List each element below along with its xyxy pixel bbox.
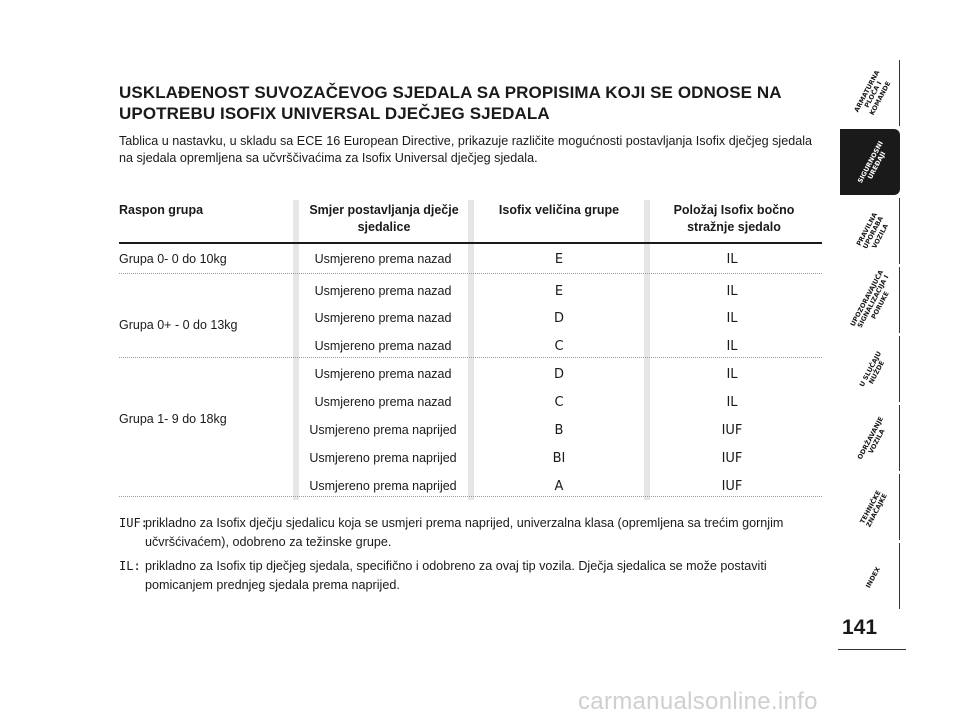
- chapter-tab[interactable]: [840, 60, 900, 126]
- footnote-il: [119, 557, 825, 595]
- position-cell: IL: [726, 367, 738, 382]
- page-number-rule: [838, 649, 906, 650]
- position-cell: IL: [726, 252, 738, 267]
- direction-cell: Usmjereno prema naprijed: [309, 451, 457, 465]
- size-cell: B: [554, 423, 564, 438]
- direction-cell: Usmjereno prema nazad: [314, 252, 452, 266]
- page-title: USKLAĐENOST SUVOZAČEVOG SJEDALA SA PROPISIMA KOJI SE ODNOSE NA UPOTREBU ISOFIX UNIVERSAL DJEČJEG SJEDALA: [119, 83, 782, 123]
- group-label: Grupa 0+ - 0 do 13kg: [119, 318, 238, 332]
- size-cell: E: [554, 284, 564, 299]
- isofix-table: [119, 200, 822, 500]
- group-separator: [119, 273, 822, 274]
- footnote-text: prikladno za Isofix tip dječjeg sjedala, specifično i odobreno za ovaj tip vozila. Dječja sjedalica se može postaviti pomicanjem prednjeg sjedala prema naprijed.: [145, 559, 767, 592]
- chapter-tab-label: PRAVILNA UPORABA VOZILA: [854, 211, 890, 251]
- position-cell: IL: [726, 284, 738, 299]
- group-separator: [119, 496, 822, 497]
- chapter-tab-label: ODRŽAVANJE VOZILA: [855, 415, 887, 461]
- size-cell: BI: [552, 451, 566, 466]
- chapter-tab-label: U SLUČAJU NUŽDE: [857, 349, 887, 388]
- position-cell: IL: [726, 311, 738, 326]
- direction-cell: Usmjereno prema naprijed: [309, 423, 457, 437]
- footnote-text: prikladno za Isofix dječju sjedalicu koja se usmjeri prema naprijed, univerzalna klasa (opremljena sa trećim gornjim učvršćivaćem), odobreno za težinske grupe.: [145, 516, 784, 549]
- chapter-tab[interactable]: [840, 543, 900, 609]
- chapter-tab[interactable]: [840, 474, 900, 540]
- size-cell: C: [554, 395, 564, 410]
- chapter-tabs: [840, 60, 908, 615]
- footnote-iuf: [119, 514, 825, 552]
- chapter-tab[interactable]: [840, 129, 900, 195]
- direction-cell: Usmjereno prema nazad: [314, 284, 452, 298]
- column-divider: [468, 200, 474, 500]
- header-position: Položaj Isofix bočno stražnje sjedalo: [673, 203, 795, 234]
- chapter-tab[interactable]: [840, 267, 900, 333]
- size-cell: D: [553, 367, 564, 382]
- direction-cell: Usmjereno prema nazad: [314, 367, 452, 381]
- chapter-tab[interactable]: [840, 336, 900, 402]
- column-divider: [644, 200, 650, 500]
- position-cell: IL: [726, 395, 738, 410]
- header-range: Raspon grupa: [119, 203, 204, 217]
- chapter-tab-label: ARMATURNA PLOČA I KOMANDE: [852, 68, 893, 117]
- page-number: 141: [842, 616, 878, 639]
- direction-cell: Usmjereno prema naprijed: [309, 479, 457, 493]
- header-size: Isofix veličina grupe: [498, 203, 620, 217]
- position-cell: IL: [726, 339, 738, 354]
- chapter-tab[interactable]: [840, 198, 900, 264]
- size-cell: D: [553, 311, 564, 326]
- chapter-tab-label: SIGURNOSNI UREĐAJI: [855, 139, 888, 185]
- direction-cell: Usmjereno prema nazad: [314, 339, 452, 353]
- header-rule: [119, 242, 822, 244]
- chapter-tab-label: UPOZORAVAJUĆA SIGNALIZACIJA I PORUKE: [848, 268, 891, 330]
- position-cell: IUF: [721, 451, 743, 466]
- direction-cell: Usmjereno prema nazad: [314, 311, 452, 325]
- header-direction: Smjer postavljanja dječje sjedalice: [309, 203, 459, 234]
- chapter-tab-label: INDEX: [864, 565, 883, 590]
- group-label: Grupa 1- 9 do 18kg: [119, 412, 227, 426]
- chapter-tab-label: TEHNIČKE ZNAČAJKE: [857, 488, 889, 529]
- footnotes: [119, 514, 825, 600]
- chapter-tab[interactable]: [840, 405, 900, 471]
- size-cell: C: [554, 339, 564, 354]
- direction-cell: Usmjereno prema nazad: [314, 395, 452, 409]
- watermark: carmanualsonline.info: [578, 688, 818, 715]
- group-separator: [119, 357, 822, 358]
- group-label: Grupa 0- 0 do 10kg: [119, 252, 227, 266]
- footnote-label: IUF:: [119, 516, 148, 530]
- position-cell: IUF: [721, 479, 743, 494]
- size-cell: A: [554, 479, 564, 494]
- position-cell: IUF: [721, 423, 743, 438]
- size-cell: E: [554, 252, 564, 267]
- intro-paragraph: Tablica u nastavku, u skladu sa ECE 16 European Directive, prikazuje različite mogućnosti postavljanja Isofix dječjeg sjedala na sjedala opremljena sa učvrščivaćima za Isofix Universal dječjeg sjedala.: [119, 134, 813, 165]
- footnote-label: IL:: [119, 559, 141, 573]
